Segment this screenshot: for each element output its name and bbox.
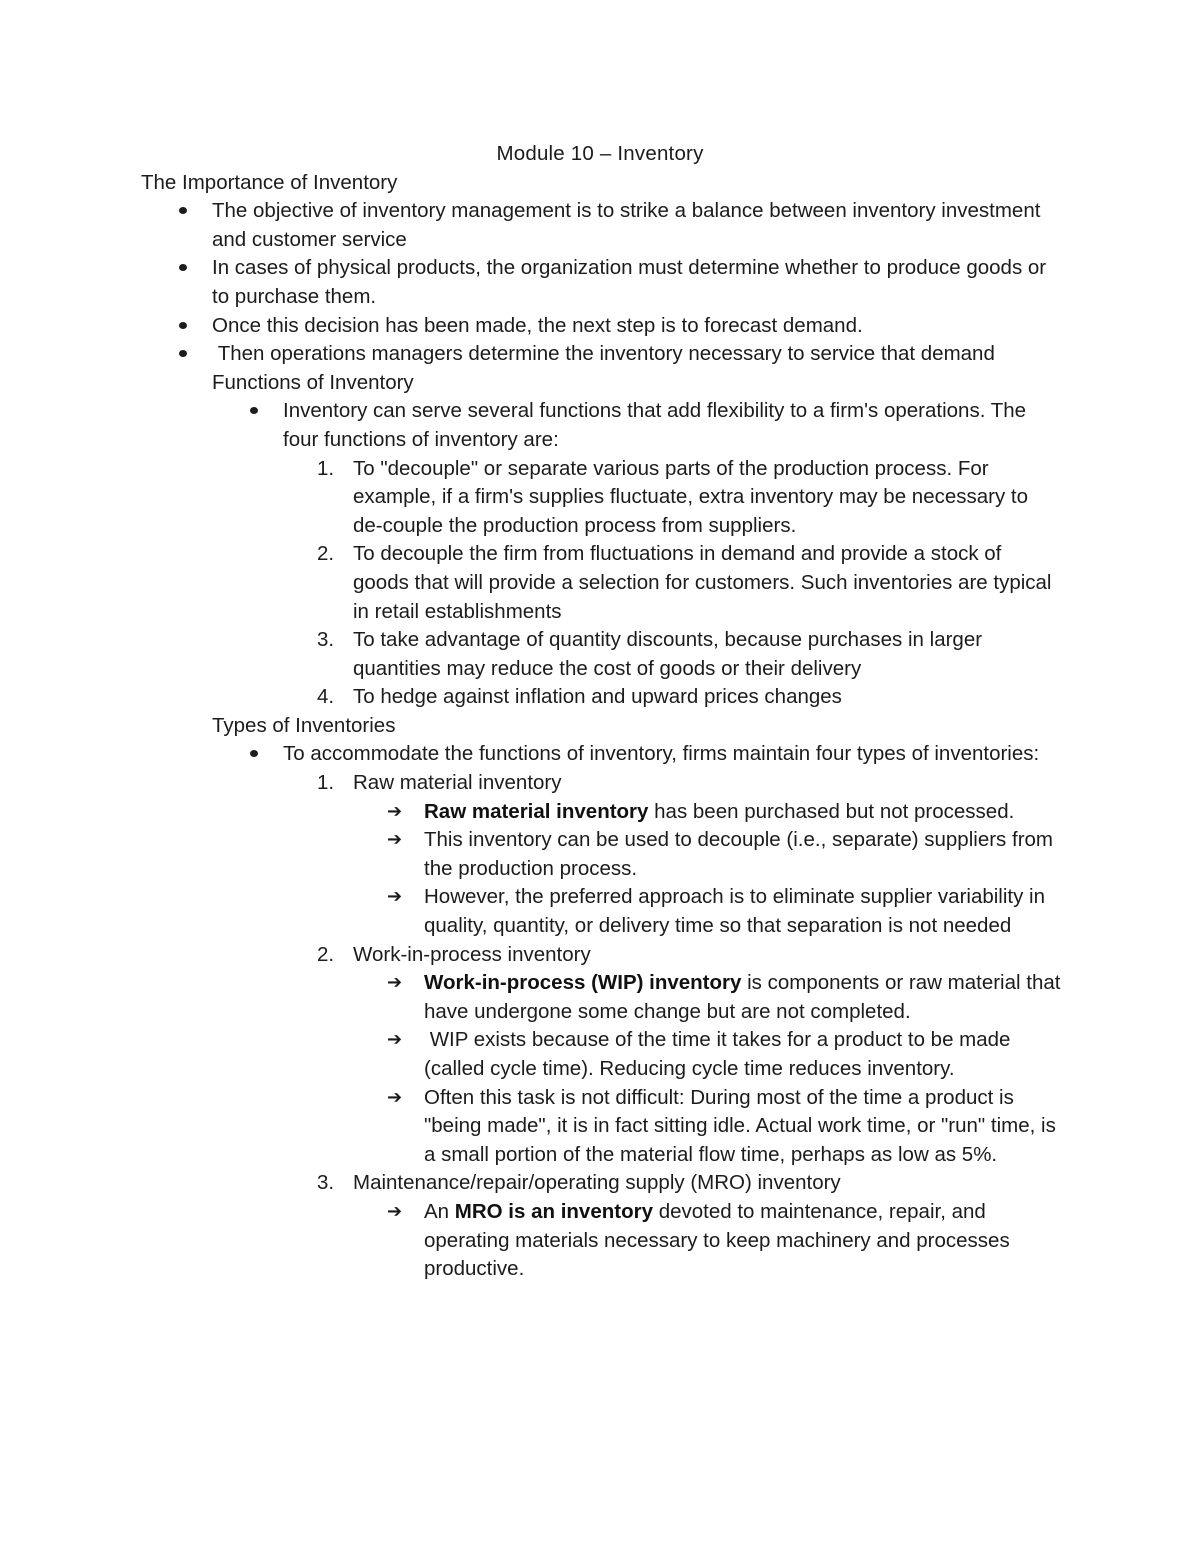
arrow-right-icon: ➔ — [387, 829, 403, 851]
arrow-item: ➔ An MRO is an inventory devoted to maintenance, repair, and operating materials necessary to keep machinery and processes productive. — [387, 1199, 1010, 1281]
bullet-icon — [179, 322, 187, 329]
numbered-item: 4. To hedge against inflation and upward prices changes — [0, 683, 1053, 712]
section-heading-types: Types of Inventories — [212, 713, 396, 737]
types-bullet-list — [0, 740, 1200, 769]
arrow-item: ➔ This inventory can be used to decouple (i.e., separate) suppliers from the production process. — [387, 828, 1053, 880]
arrow-item: ➔ Work-in-process (WIP) inventory is components or raw material that have undergone some change but are not completed. — [387, 971, 1061, 1023]
arrow-right-icon: ➔ — [387, 1086, 403, 1108]
bullet-icon — [179, 264, 187, 271]
functions-bullet-list — [0, 397, 1200, 454]
numbered-item-raw-material: 1. Raw material inventory — [0, 769, 1053, 798]
bullet-icon — [250, 750, 258, 757]
numbered-item: 2. To decouple the firm from fluctuations in demand and provide a stock of goods that will provide a selection for customers. Such inventories are typical in retail establishments — [317, 542, 1052, 623]
arrow-right-icon: ➔ — [387, 1200, 403, 1222]
item-number: 2. — [317, 542, 335, 566]
item-number: 1. — [317, 456, 335, 480]
numbered-item: 1. To "decouple" or separate various parts of the production process. For example, if a firm's supplies fluctuate, extra inventory may be necessary to de-couple the production process from suppliers. — [317, 456, 1029, 537]
document-title: Module 10 – Inventory — [496, 142, 704, 165]
section-heading-functions: Functions of Inventory — [212, 370, 414, 394]
arrow-right-icon: ➔ — [387, 1029, 403, 1051]
document-page — [0, 140, 1200, 1284]
list-item: Inventory can serve several functions that add flexibility to a firm's operations. The four functions of inventory are: — [0, 397, 1053, 454]
bullet-icon — [179, 207, 187, 214]
bullet-icon — [179, 350, 187, 357]
numbered-item-wip: 2. Work-in-process inventory — [0, 941, 1053, 970]
arrow-item: ➔ Often this task is not difficult: During most of the time a product is "being made", it is in fact sitting idle. Actual work time, or "run" time, is a small portion of the material flow time, perhaps as low as 5%. — [387, 1085, 1056, 1166]
item-number: 1. — [317, 771, 335, 795]
arrow-item: ➔ Raw material inventory has been purchased but not processed. — [0, 798, 1064, 827]
item-number: 3. — [317, 628, 335, 652]
list-item: The objective of inventory management is to strike a balance between inventory investment and customer service — [0, 197, 1052, 254]
list-item: In cases of physical products, the organization must determine whether to produce goods or to purchase them. — [0, 254, 1052, 311]
arrow-item: ➔ However, the preferred approach is to eliminate supplier variability in quality, quantity, or delivery time so that separation is not needed — [387, 885, 1046, 938]
arrow-right-icon: ➔ — [387, 800, 403, 822]
list-item: To accommodate the functions of inventory, firms maintain four types of inventories: — [0, 740, 1053, 769]
item-number: 4. — [317, 685, 335, 709]
arrow-right-icon: ➔ — [387, 972, 403, 994]
numbered-item: 3. To take advantage of quantity discounts, because purchases in larger quantities may reduce the cost of goods or their delivery — [317, 628, 983, 680]
importance-bullet-list — [0, 197, 1200, 369]
section-heading-importance: The Importance of Inventory — [141, 170, 398, 194]
functions-numbered-list — [0, 455, 1200, 712]
list-item: Then operations managers determine the inventory necessary to service that demand — [0, 340, 1052, 369]
item-number: 3. — [317, 1171, 335, 1195]
arrow-right-icon: ➔ — [387, 886, 403, 908]
list-item: Once this decision has been made, the next step is to forecast demand. — [0, 312, 1052, 341]
types-numbered-list — [0, 769, 1200, 1284]
item-number: 2. — [317, 942, 335, 966]
numbered-item-mro: 3. Maintenance/repair/operating supply (MRO) inventory — [0, 1169, 1053, 1198]
bullet-icon — [250, 407, 258, 414]
arrow-item: ➔ WIP exists because of the time it takes for a product to be made (called cycle time). Reducing cycle time reduces inventory. — [387, 1028, 1017, 1080]
